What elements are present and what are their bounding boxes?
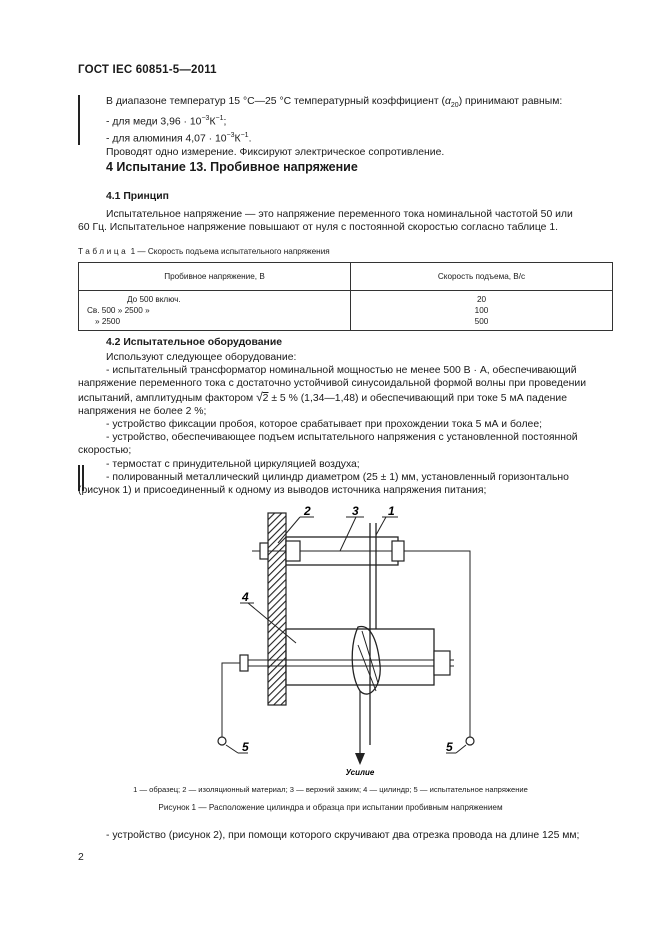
amplitude-factor-line: испытаний, амплитудным фактором √2 ± 5 % (1,34—1,48) и обеспечивающий при токе 5 мА падение (78, 389, 567, 404)
page-number: 2 (78, 852, 84, 863)
upper-nut (286, 541, 300, 561)
section-4-2-text: Используют следующее оборудование: - испытательный трансформатор номинальной мощностью не менее 500 В · А, обеспечивающий напряжение переменного тока с достаточно устойчивой синусоидальной формой волны при проведении испытаний, амплитудным фактором √2 ± 5 % (1,34—1,48) и обеспечивающий при токе 5 мА падение напряжения не более 2 %; - устройство фиксации пробоя, которое срабатывает при прохождении тока 5 мА и более; - устройство, обеспечивающее подъем испытательного напряжения с установленной постоянной скоростью; - термостат с принудительной циркуляцией воздуха; - полированный металлический цилиндр диаметром (25 ± 1) мм, установленный горизонтально (рисунок 1) и присоединенный к одному из выводов источника напряжения питания; (78, 351, 618, 497)
aluminium-line: - для алюминия $4,07 \cdot 10^{-3}К^{-1}$. (106, 131, 252, 145)
figure-title: Рисунок 1 — Расположение цилиндра и образца при испытании пробивным напряжением (158, 803, 503, 812)
table-col-voltage: Пробивное напряжение, В (79, 263, 351, 291)
table-cell: 100 (474, 306, 489, 315)
label-5-left: 5 (242, 740, 249, 754)
table-cell: До 500 включ. (127, 295, 181, 304)
section-4-title: 4 Испытание 13. Пробивное напряжение (106, 160, 358, 174)
label-2: 2 (304, 504, 311, 518)
after-figure-line: - устройство (рисунок 2), при помощи которого скручивают два отрезка провода на длине 125 мм; (106, 830, 580, 841)
intro-last-line: Проводят одно измерение. Фиксируют электрическое сопротивление. (106, 146, 445, 158)
terminal-left (218, 737, 226, 745)
breakdown-rate-table (78, 262, 613, 331)
figure-legend: 1 — образец; 2 — изоляционный материал; 3 — верхний зажим; 4 — цилиндр; 5 — испытательное напряжение (133, 785, 528, 794)
table-body-row (79, 291, 613, 331)
force-arrow (355, 753, 365, 765)
insulating-plate (268, 513, 286, 705)
temp-coef-line: В диапазоне температур 15 °С—25 °С температурный коэффициент $(\alpha_{20})$ принимают равным: (106, 96, 563, 110)
figure-1-diagram (200, 495, 500, 780)
section-4-1-text: Испытательное напряжение — это напряжение переменного тока номинальной частотой 50 или 60 Гц. Испытательное напряжение повышают от нуля с постоянной скоростью согласно таблице 1. (78, 209, 573, 234)
label-3: 3 (352, 504, 359, 518)
upper-right-nut (392, 541, 404, 561)
terminal-right (466, 737, 474, 745)
label-1: 1 (388, 504, 395, 518)
table-caption: Таблица 1 — Скорость подъема испытательного напряжения (78, 247, 330, 256)
label-5-right: 5 (446, 740, 453, 754)
cylinder-nut (434, 651, 450, 675)
copper-line: - для меди $3,96 \cdot 10^{-3}К^{-1}$; (106, 115, 227, 128)
upper-bolt-head (260, 543, 268, 559)
cylinder (286, 629, 434, 685)
table-cell: Св. 500 » 2500 » (87, 306, 150, 315)
section-4-2-title: 4.2 Испытательное оборудование (106, 337, 282, 348)
table-col-rate: Скорость подъема, В/с (351, 263, 613, 291)
intro-paragraph (106, 95, 616, 159)
table-cell: » 2500 (95, 317, 121, 326)
change-bar (78, 95, 80, 145)
table-cell: 20 (476, 295, 487, 304)
table-header-row (79, 263, 613, 291)
cylinder-bolt-head (240, 655, 248, 671)
section-4-1-title: 4.1 Принцип (106, 191, 169, 202)
force-label: Усилие (345, 768, 375, 777)
label-4: 4 (242, 590, 249, 604)
table-cell: 500 (474, 317, 489, 326)
document-header: ГОСТ IEC 60851-5—2011 (78, 64, 217, 76)
